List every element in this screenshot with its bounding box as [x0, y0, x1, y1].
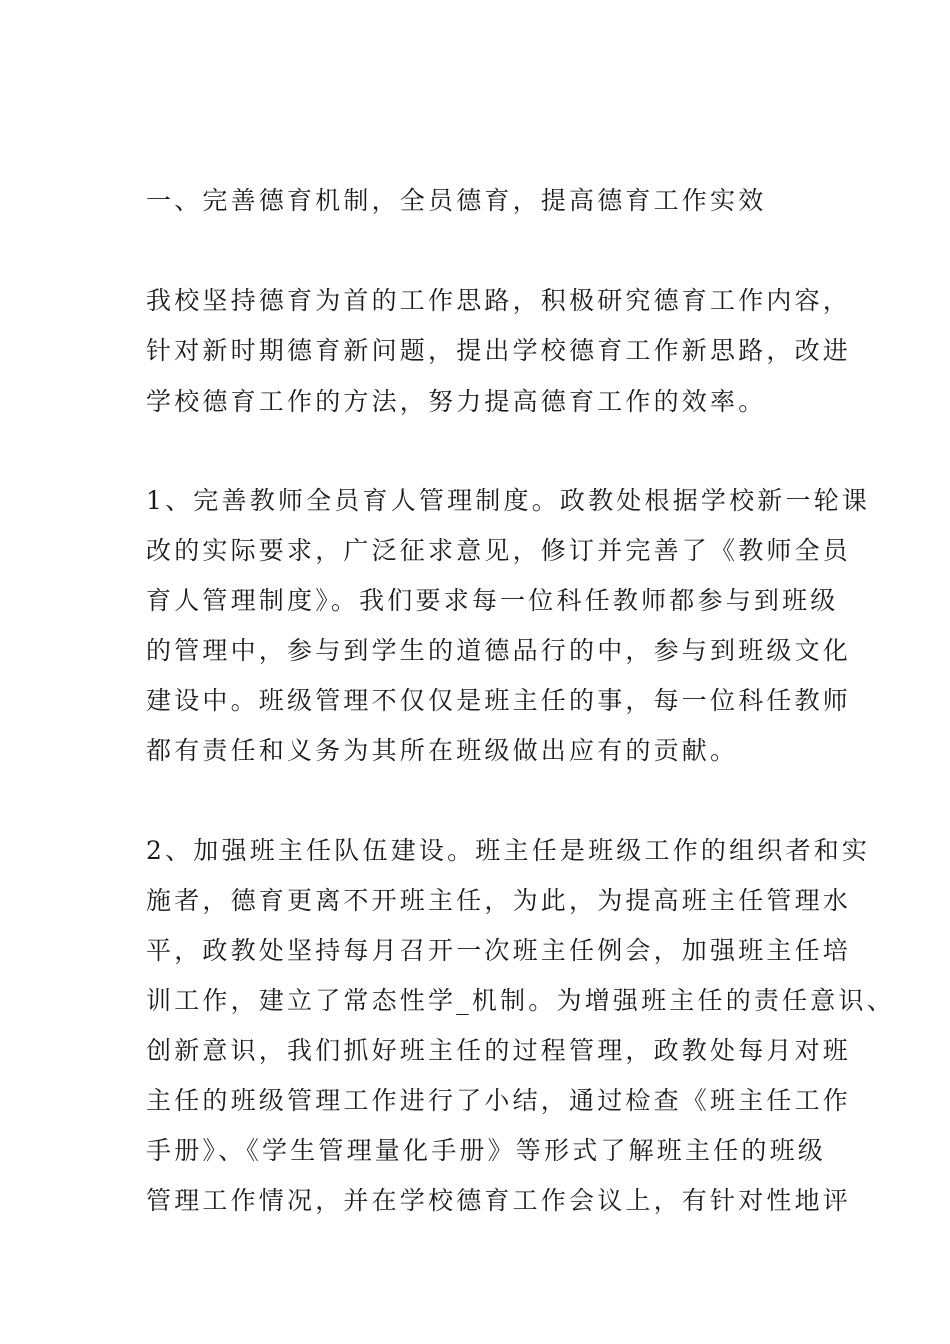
section2-line-4: 训工作，建立了常态性学_机制。为增强班主任的责任意识、	[146, 986, 895, 1015]
section-heading: 一、完善德育机制，全员德育，提高德育工作实效	[146, 186, 767, 215]
intro-line-2: 针对新时期德育新问题，提出学校德育工作新思路，改进	[146, 336, 852, 365]
section1-line-2: 改的实际要求，广泛征求意见，修订并完善了《教师全员	[146, 536, 852, 565]
section2-line-2: 施者，德育更离不开班主任，为此，为提高班主任管理水	[146, 886, 852, 915]
section2-line-3: 平，政教处坚持每月召开一次班主任例会，加强班主任培	[146, 936, 852, 965]
section2-line-6: 主任的班级管理工作进行了小结，通过检查《班主任工作	[146, 1086, 852, 1115]
section1-line-5: 建设中。班级管理不仅仅是班主任的事，每一位科任教师	[146, 686, 852, 715]
section2-line-8: 管理工作情况，并在学校德育工作会议上，有针对性地评	[146, 1186, 852, 1215]
section1-line-4: 的管理中，参与到学生的道德品行的中，参与到班级文化	[146, 636, 852, 665]
intro-line-3: 学校德育工作的方法，努力提高德育工作的效率。	[146, 387, 767, 416]
intro-line-1: 我校坚持德育为首的工作思路，积极研究德育工作内容，	[146, 286, 852, 315]
section1-line-6: 都有责任和义务为其所在班级做出应有的贡献。	[146, 736, 739, 765]
section2-line-5: 创新意识，我们抓好班主任的过程管理，政教处每月对班	[146, 1036, 852, 1065]
section1-line-3: 育人管理制度》。我们要求每一位科任教师都参与到班级	[146, 586, 839, 615]
section1-line-1: 1、完善教师全员育人管理制度。政教处根据学校新一轮课	[146, 486, 871, 515]
section2-line-1: 2、加强班主任队伍建设。班主任是班级工作的组织者和实	[146, 836, 871, 865]
section2-line-7: 手册》、《学生管理量化手册》等形式了解班主任的班级	[146, 1136, 827, 1165]
